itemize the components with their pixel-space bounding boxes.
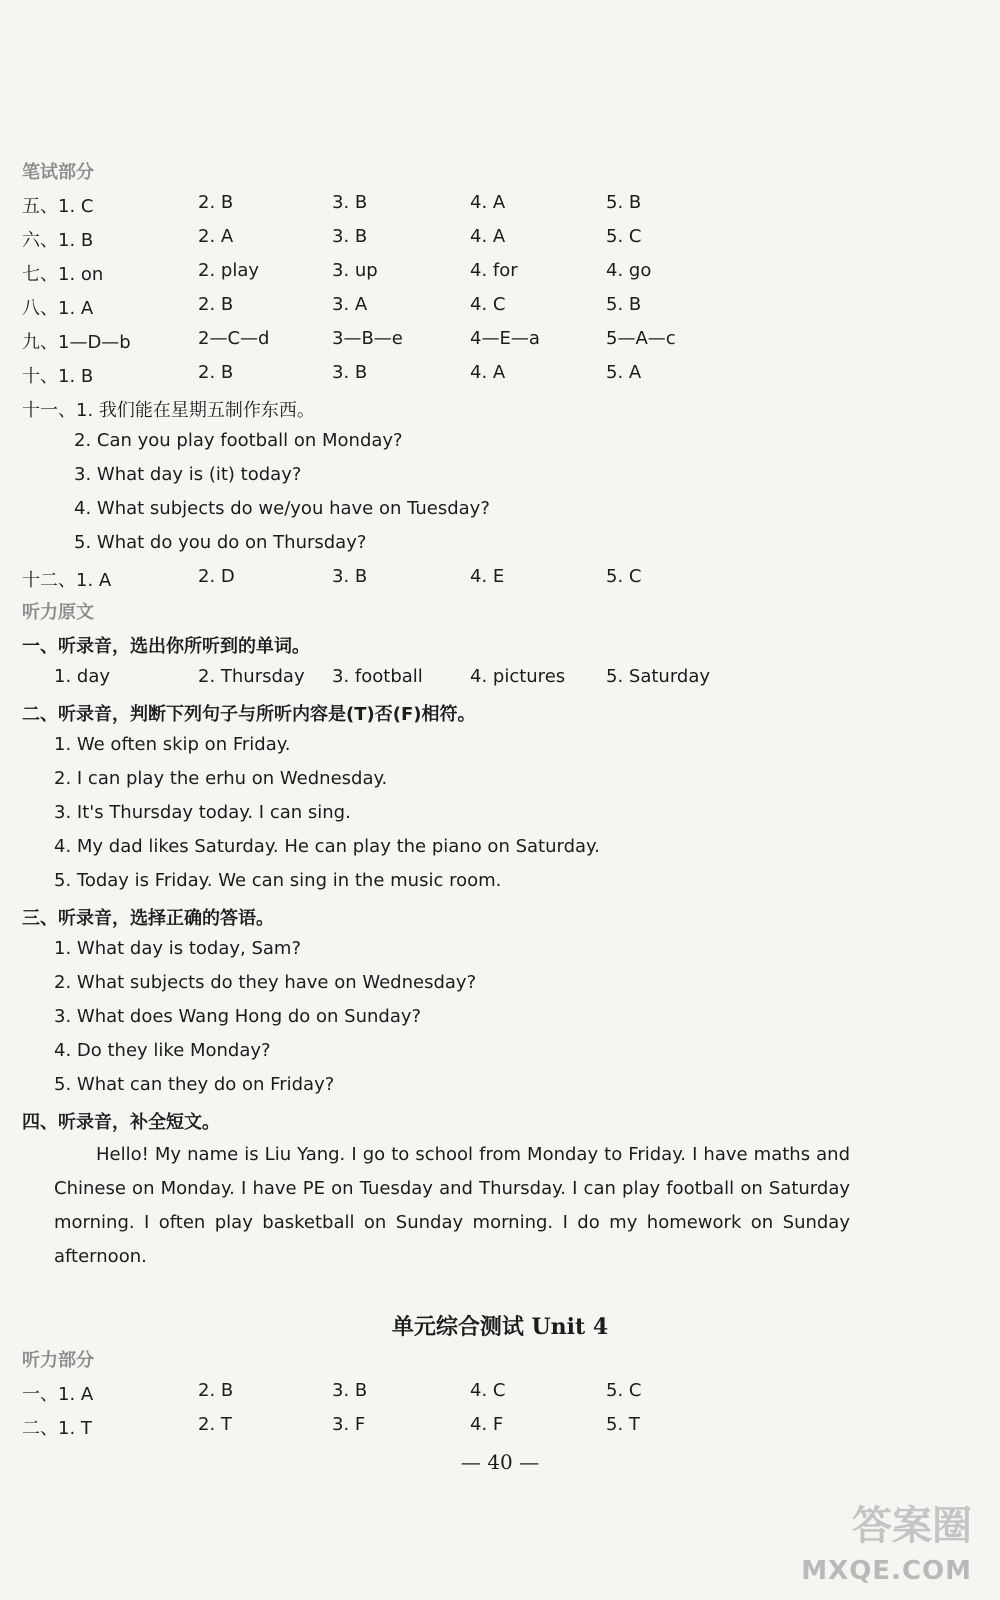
word-item: 3. football bbox=[332, 666, 423, 687]
unit4-answer-row-2 bbox=[0, 1414, 1000, 1444]
watermark-url: MXQE.COM bbox=[801, 1556, 972, 1586]
section-11-item: 2. Can you play football on Monday? bbox=[74, 430, 403, 451]
answer-row-7 bbox=[0, 260, 1000, 290]
answer-cell: 八、1. A bbox=[22, 298, 94, 319]
sentence-item: 5. Today is Friday. We can sing in the music room. bbox=[54, 870, 502, 891]
answer-cell: 4. F bbox=[470, 1414, 504, 1435]
answer-cell: 4. for bbox=[470, 260, 518, 281]
sentence-item: 1. We often skip on Friday. bbox=[54, 734, 291, 755]
answer-cell: 3. B bbox=[332, 226, 368, 247]
answer-cell: 二、1. T bbox=[22, 1418, 92, 1439]
word-item: 2. Thursday bbox=[198, 666, 305, 687]
question-item: 4. Do they like Monday? bbox=[54, 1040, 271, 1061]
sentence-item: 3. It's Thursday today. I can sing. bbox=[54, 802, 351, 823]
answer-cell: 5. C bbox=[606, 566, 642, 587]
answer-cell: 3. B bbox=[332, 566, 368, 587]
answer-row-10 bbox=[0, 362, 1000, 392]
answer-cell: 3. B bbox=[332, 1380, 368, 1401]
answer-cell: 2. D bbox=[198, 566, 235, 587]
answer-cell: 2. B bbox=[198, 294, 234, 315]
answer-cell: 4. E bbox=[470, 566, 505, 587]
answer-cell: 5. C bbox=[606, 226, 642, 247]
answer-cell: 九、1—D—b bbox=[22, 332, 131, 353]
answer-cell: 4. C bbox=[470, 294, 506, 315]
answer-cell: 十、1. B bbox=[22, 366, 94, 387]
answer-row-6 bbox=[0, 226, 1000, 256]
section-11-item: 3. What day is (it) today? bbox=[74, 464, 302, 485]
answer-cell: 3. A bbox=[332, 294, 368, 315]
page-number: — 40 — bbox=[460, 1450, 540, 1474]
listening-text-heading: 听力原文 bbox=[22, 602, 94, 623]
answer-row-12 bbox=[0, 566, 1000, 596]
question-item: 1. What day is today, Sam? bbox=[54, 938, 302, 959]
section-11-item: 4. What subjects do we/you have on Tuesday? bbox=[74, 498, 490, 519]
answer-cell: 七、1. on bbox=[22, 264, 104, 285]
answer-cell: 5. B bbox=[606, 192, 642, 213]
answer-cell: 3—B—e bbox=[332, 328, 403, 349]
answer-cell: 2. play bbox=[198, 260, 260, 281]
answer-cell: 五、1. C bbox=[22, 196, 94, 217]
listening-part-2-title: 二、听录音，判断下列句子与所听内容是(T)否(F)相符。 bbox=[22, 704, 476, 725]
answer-cell: 2—C—d bbox=[198, 328, 270, 349]
sentence-item: 2. I can play the erhu on Wednesday. bbox=[54, 768, 388, 789]
answer-cell: 5. A bbox=[606, 362, 642, 383]
answer-cell: 4. A bbox=[470, 192, 506, 213]
word-item: 4. pictures bbox=[470, 666, 566, 687]
answer-cell: 2. A bbox=[198, 226, 234, 247]
watermark-logo bbox=[782, 1494, 972, 1586]
section-11-item: 5. What do you do on Thursday? bbox=[74, 532, 367, 553]
word-item: 5. Saturday bbox=[606, 666, 711, 687]
word-item: 1. day bbox=[54, 666, 111, 687]
sentence-item: 4. My dad likes Saturday. He can play the piano on Saturday. bbox=[54, 836, 600, 857]
question-item: 3. What does Wang Hong do on Sunday? bbox=[54, 1006, 422, 1027]
listening-part-heading: 听力部分 bbox=[22, 1350, 94, 1371]
unit-4-title: 单元综合测试 Unit 4 bbox=[391, 1314, 609, 1340]
answer-cell: 2. B bbox=[198, 192, 234, 213]
answer-cell: 5. T bbox=[606, 1414, 640, 1435]
watermark-logo-text: 答案圈 bbox=[852, 1503, 972, 1549]
answer-cell: 十二、1. A bbox=[22, 570, 112, 591]
answer-cell: 4. C bbox=[470, 1380, 506, 1401]
listening-part-3-title: 三、听录音，选择正确的答语。 bbox=[22, 908, 274, 929]
listening-part-4-title: 四、听录音，补全短文。 bbox=[22, 1112, 220, 1133]
answer-cell: 3. up bbox=[332, 260, 378, 281]
question-item: 2. What subjects do they have on Wednesday? bbox=[54, 972, 477, 993]
answer-cell: 5. C bbox=[606, 1380, 642, 1401]
section-11-item-1: 十一、1. 我们能在星期五制作东西。 bbox=[22, 400, 315, 421]
answer-cell: 2. B bbox=[198, 362, 234, 383]
answer-cell: 4. go bbox=[606, 260, 652, 281]
answer-cell: 4. A bbox=[470, 226, 506, 247]
answer-cell: 3. F bbox=[332, 1414, 366, 1435]
listening-part-1-title: 一、听录音，选出你所听到的单词。 bbox=[22, 636, 310, 657]
answer-cell: 3. B bbox=[332, 192, 368, 213]
answer-cell: 4. A bbox=[470, 362, 506, 383]
unit4-answer-row-1 bbox=[0, 1380, 1000, 1410]
answer-cell: 5—A—c bbox=[606, 328, 676, 349]
answer-cell: 2. B bbox=[198, 1380, 234, 1401]
written-part-heading: 笔试部分 bbox=[22, 162, 94, 183]
question-item: 5. What can they do on Friday? bbox=[54, 1074, 335, 1095]
passage-paragraph: Hello! My name is Liu Yang. I go to school from Monday to Friday. I have maths and Chinese on Monday. I have PE on Tuesday and Thursday. I can play football on Saturday morning. I often play basketball on Sunday morning. I do my homework on Sunday afternoon. bbox=[54, 1144, 850, 1267]
answer-cell: 5. B bbox=[606, 294, 642, 315]
answer-cell: 一、1. A bbox=[22, 1384, 94, 1405]
answer-row-5 bbox=[0, 192, 1000, 222]
answer-cell: 3. B bbox=[332, 362, 368, 383]
answer-row-9 bbox=[0, 328, 1000, 358]
answer-row-8 bbox=[0, 294, 1000, 324]
answer-cell: 2. T bbox=[198, 1414, 232, 1435]
answer-cell: 4—E—a bbox=[470, 328, 540, 349]
answer-cell: 六、1. B bbox=[22, 230, 94, 251]
